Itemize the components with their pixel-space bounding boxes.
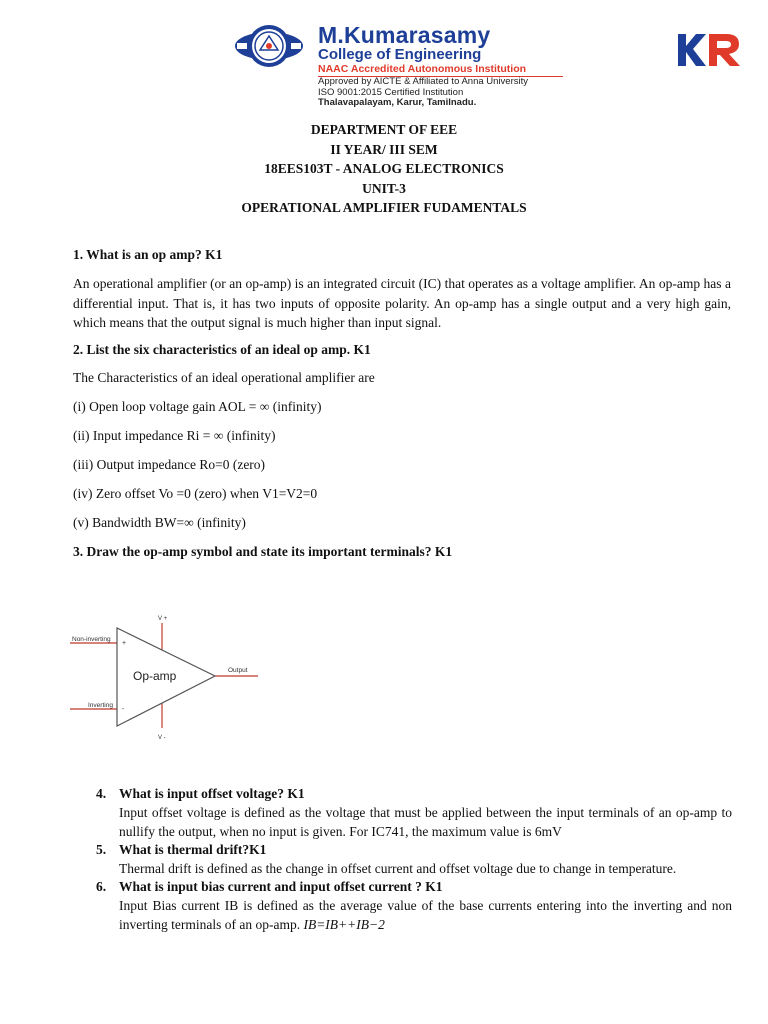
characteristic-item: (iii) Output impedance Ro=0 (zero) — [73, 456, 266, 472]
answer-1: An operational amplifier (or an op-amp) is an integrated circuit (IC) that operates as a voltage amplifier. An op-amp has a differential input. That is, it has two inputs of opposite polarity. An op-amp has a single output and a very high gain, which means that the output signal is much higher than input signal. — [73, 276, 731, 330]
kr-logo — [676, 30, 742, 70]
question-6: What is input bias current and input offset current ? K1 — [119, 879, 443, 894]
question-2: 2. List the six characteristics of an ideal op amp. K1 — [73, 341, 371, 357]
college-subtitle: College of Engineering — [318, 46, 482, 63]
output-label: Output — [228, 667, 248, 674]
minus-terminal-label: - — [122, 706, 125, 713]
list-item — [96, 878, 732, 934]
document-title-block — [0, 120, 768, 218]
question-number: 6. — [96, 879, 107, 894]
topic-heading: OPERATIONAL AMPLIFIER FUDAMENTALS — [241, 200, 527, 215]
list-item — [96, 841, 732, 878]
plus-terminal-label: + — [122, 640, 127, 647]
course-heading: 18EES103T - ANALOG ELECTRONICS — [264, 161, 504, 176]
department-heading: DEPARTMENT OF EEE — [310, 122, 458, 137]
characteristic-item: (ii) Input impedance Ri = ∞ (infinity) — [73, 427, 276, 443]
document-body — [73, 246, 731, 561]
answer-2-intro: The Characteristics of an ideal operational amplifier are — [73, 369, 375, 385]
vminus-label: V - — [158, 735, 166, 741]
op-amp-label: Op-amp — [133, 669, 177, 683]
question-4: What is input offset voltage? K1 — [119, 786, 305, 801]
vplus-label: V + — [158, 616, 168, 622]
question-1: 1. What is an op amp? K1 — [73, 247, 223, 262]
characteristic-item: (iv) Zero offset Vo =0 (zero) when V1=V2=0 — [73, 485, 318, 501]
characteristic-item: (v) Bandwidth BW=∞ (infinity) — [73, 514, 246, 530]
answer-5: Thermal drift is defined as the change in offset current and offset voltage due to change in temperature. — [119, 861, 677, 876]
non-inverting-label: Non-inverting — [72, 636, 111, 643]
college-brand-block — [318, 24, 563, 109]
question-3: 3. Draw the op-amp symbol and state its important terminals? K1 — [73, 543, 453, 559]
naac-accreditation: NAAC Accredited Autonomous Institution — [318, 63, 563, 77]
approval-line: Approved by AICTE & Affiliated to Anna University — [318, 76, 528, 87]
question-number: 5. — [96, 842, 107, 857]
iso-line: ISO 9001:2015 Certified Institution — [318, 86, 464, 98]
list-item — [96, 785, 732, 841]
inverting-label: Inverting — [88, 702, 113, 709]
bias-current-formula: IB=IB++IB−2 — [303, 917, 385, 932]
college-seal-logo — [234, 22, 304, 70]
question-5: What is thermal drift?K1 — [119, 842, 267, 857]
op-amp-symbol-diagram — [70, 608, 270, 743]
year-semester-heading: II YEAR/ III SEM — [330, 141, 438, 157]
answer-6: Input Bias current IB is defined as the average value of the base currents entering into the inverting and non inverting terminals of an op-amp. — [119, 898, 732, 932]
unit-heading: UNIT-3 — [362, 180, 406, 196]
address-line: Thalavapalayam, Karur, Tamilnadu. — [318, 97, 477, 108]
question-number: 4. — [96, 786, 107, 801]
letterhead — [0, 0, 768, 110]
numbered-questions — [96, 785, 732, 934]
answer-4: Input offset voltage is defined as the voltage that must be applied between the input terminals of an op-amp to nullify the output, when no input is given. For IC741, the maximum value is 6mV — [119, 805, 732, 839]
college-name: M.Kumarasamy — [318, 22, 491, 48]
characteristic-item: (i) Open loop voltage gain AOL = ∞ (infinity) — [73, 398, 322, 414]
